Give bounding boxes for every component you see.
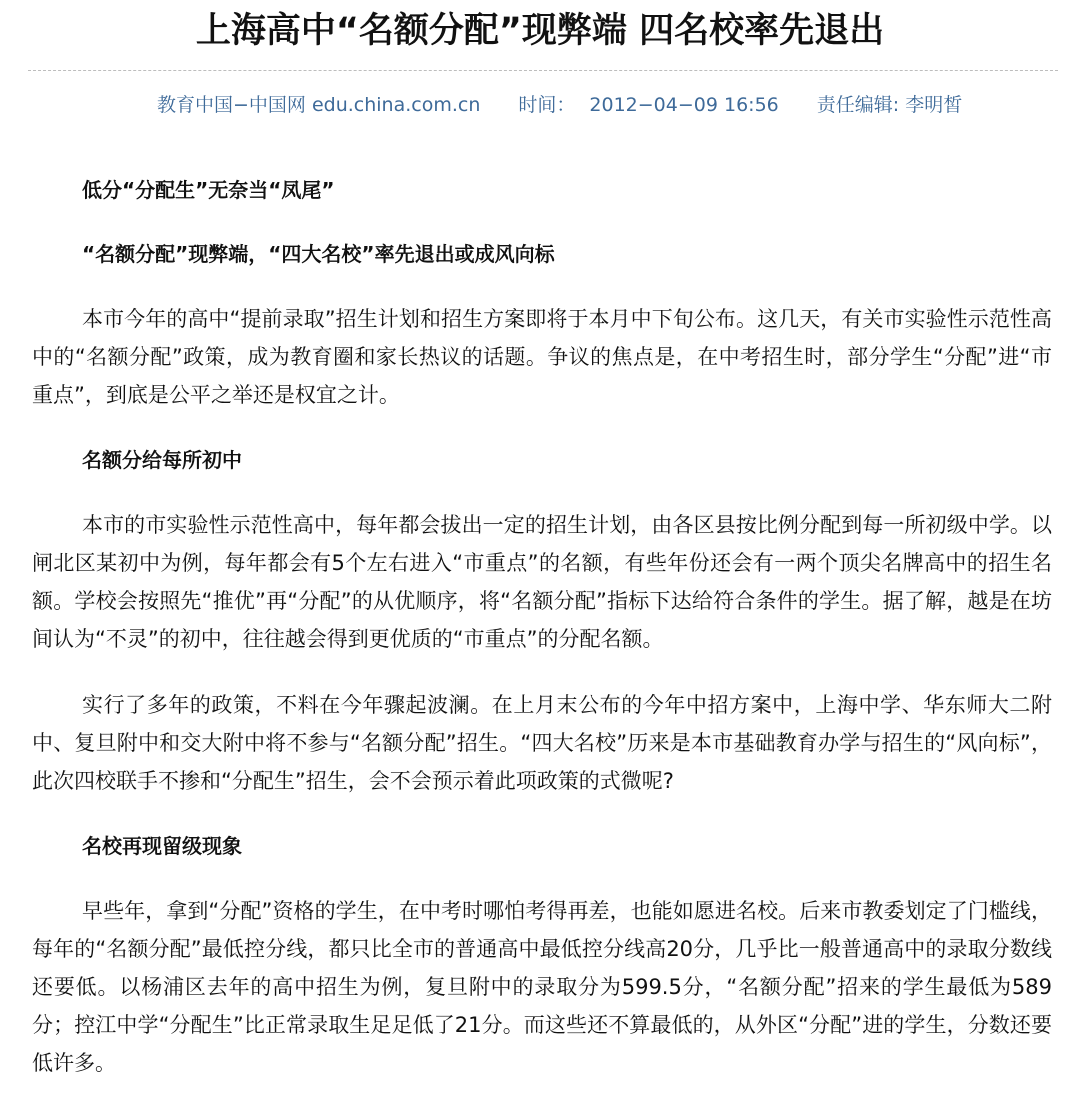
article-title: 上海高中“名额分配”现弊端 四名校率先退出 — [195, 11, 885, 51]
time-label: 时间： — [518, 94, 576, 116]
paragraph-3: 实行了多年的政策，不料在今年骤起波澜。在上月末公布的今年中招方案中，上海中学、华东师大二附中、复旦附中和交大附中将不参与“名额分配”招生。“四大名校”历来是本市基础教育办学与招生的“风向标”，此次四校联手不掺和“分配生”招生，会不会预示着此项政策的式微呢? — [32, 693, 1052, 793]
paragraph-4: 早些年，拿到“分配”资格的学生，在中考时哪怕考得再差，也能如愿进名校。后来市教委划定了门槛线，每年的“名额分配”最低控分线，都只比全市的普通高中最低控分线高20分，几乎比一般普通高中的录取分数线还要低。以杨浦区去年的高中招生为例，复旦附中的录取分为599.5分，“名额分配”招来的学生最低为589分；控江中学“分配生”比正常录取生足足低了21分。而这些还不算最低的，从外区“分配”进的学生，分数还要低许多。 — [32, 899, 1052, 1075]
paragraph-1: 本市今年的高中“提前录取”招生计划和招生方案即将于本月中下旬公布。这几天，有关市实验性示范性高中的“名额分配”政策，成为教育圈和家长热议的话题。争议的焦点是，在中考招生时，部分学生“分配”进“市重点”，到底是公平之举还是权宜之计。 — [32, 307, 1052, 407]
subtitle-1: 低分“分配生”无奈当“凤尾” — [82, 178, 335, 202]
publish-time: 2012−04−09 16:56 — [589, 94, 779, 116]
subtitle-2: “名额分配”现弊端，“四大名校”率先退出或成风向标 — [82, 242, 555, 266]
section-heading-2: 名校再现留级现象 — [82, 834, 242, 858]
article-meta — [157, 92, 962, 118]
title-divider — [28, 70, 1058, 71]
section-heading-1: 名额分给每所初中 — [82, 448, 242, 472]
paragraph-2: 本市的市实验性示范性高中，每年都会拔出一定的招生计划，由各区县按比例分配到每一所初级中学。以闸北区某初中为例，每年都会有5个左右进入“市重点”的名额，有些年份还会有一两个顶尖名牌高中的招生名额。学校会按照先“推优”再“分配”的从优顺序，将“名额分配”指标下达给符合条件的学生。据了解，越是在坊间认为“不灵”的初中，往往越会得到更优质的“市重点”的分配名额。 — [32, 513, 1052, 651]
editor-credit: 责任编辑: 李明皙 — [816, 94, 963, 116]
source-link[interactable]: 教育中国−中国网 edu.china.com.cn — [157, 94, 481, 116]
